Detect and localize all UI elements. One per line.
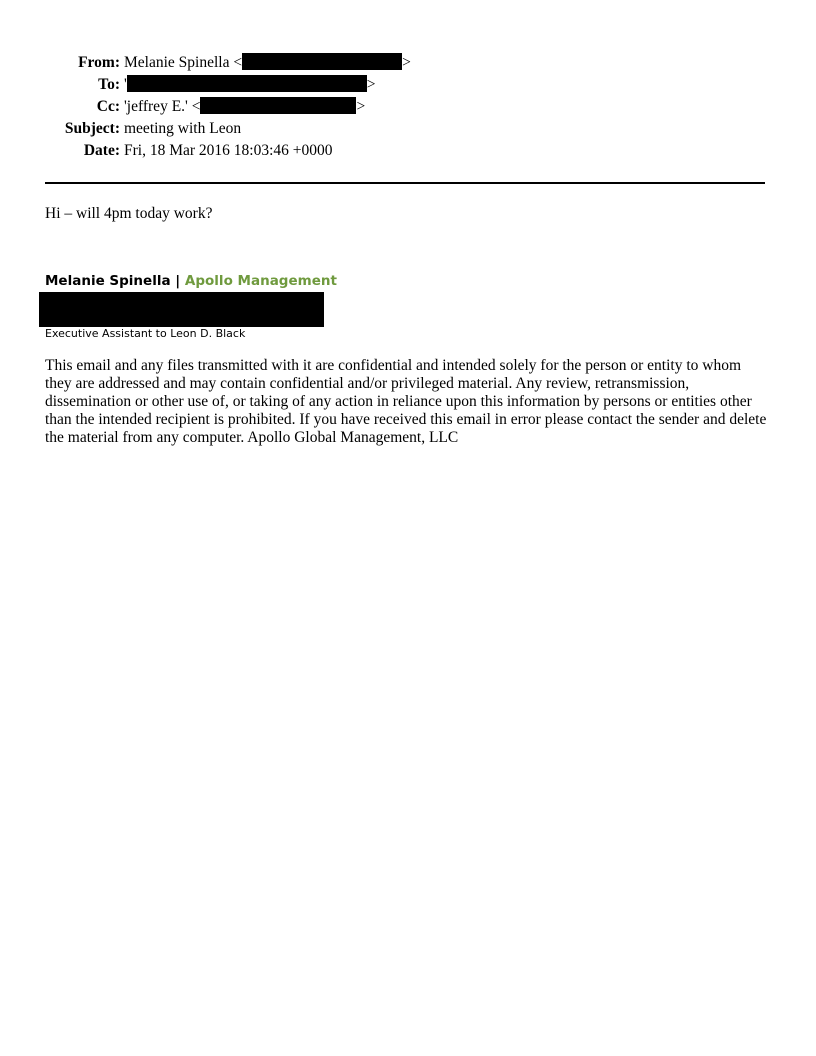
signature-redaction [39,292,324,327]
cc-close-bracket: > [356,98,366,115]
subject-label: Subject: [64,120,120,137]
signature-company: Apollo Management [184,273,337,289]
from-email-redaction [242,53,402,70]
to-value [124,74,376,96]
cc-email-redaction [200,97,356,114]
from-value [124,52,411,74]
cc-label: Cc: [96,98,120,115]
signature-name: Melanie Spinella [45,273,171,289]
to-label: To: [98,76,120,93]
signature-title: Executive Assistant to Leon D. Black [45,327,246,340]
to-open-quote: ' [124,76,127,93]
cc-value [124,96,365,118]
confidentiality-disclaimer: This email and any files transmitted with it are confidential and intended solely for the person or entity to whom they are addressed and may contain confidential and/or privileged material. Any review, retransmission, dissemination or other use of, or taking of any action in reliance upon this information by persons or entities other than the intended recipient is prohibited. If you have received this email in error please contact the sender and delete the material from any computer. Apollo Global Management, LLC [45,357,767,446]
signature-separator: | [170,273,185,289]
cc-name: 'jeffrey E.' < [124,98,201,115]
signature-name-line [45,272,337,290]
subject-value: meeting with Leon [124,120,242,137]
to-close-bracket: > [366,76,376,93]
header-divider [45,182,765,184]
from-close-bracket: > [402,54,411,71]
date-label: Date: [83,142,120,159]
from-name: Melanie Spinella < [124,54,243,71]
email-body: Hi – will 4pm today work? [45,205,213,222]
date-value: Fri, 18 Mar 2016 18:03:46 +0000 [124,142,333,159]
to-recipient-redaction [127,75,367,92]
from-label: From: [78,54,120,71]
